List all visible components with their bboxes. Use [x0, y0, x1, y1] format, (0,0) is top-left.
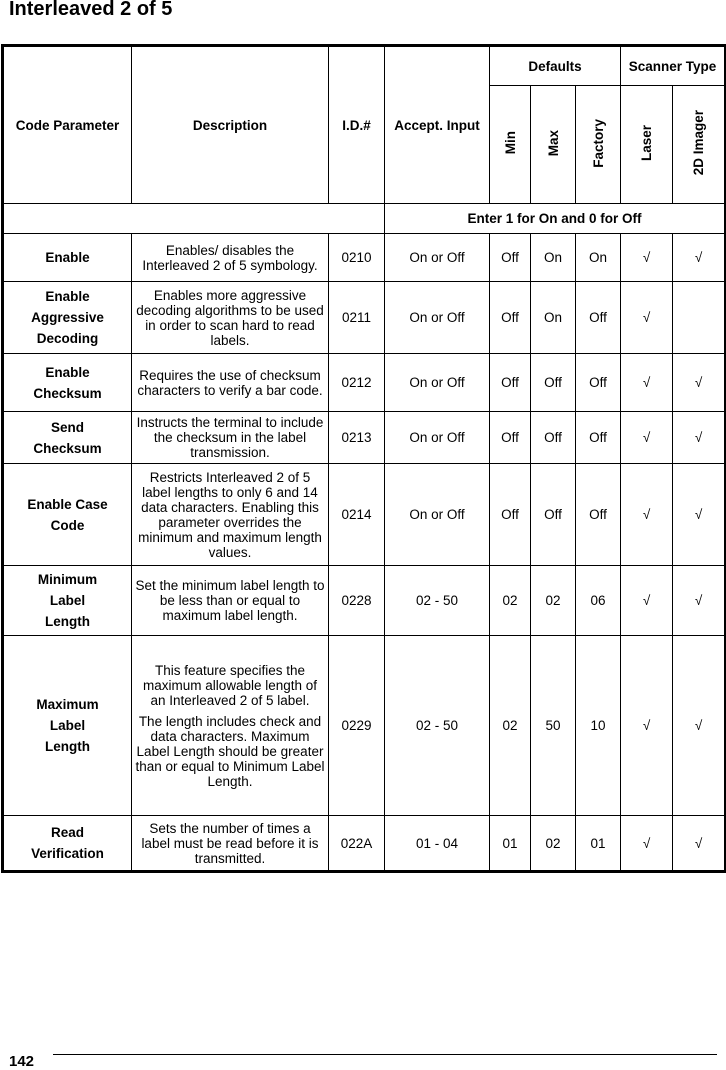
table-row	[3, 354, 726, 412]
id-cell: 0229	[329, 636, 385, 816]
laser-cell: √	[621, 354, 673, 412]
description-text: This feature specifies the maximum allowable length of an Interleaved 2 of 5 label.	[142, 662, 318, 708]
description-cell	[132, 464, 329, 566]
accept-cell: 02 - 50	[385, 566, 490, 636]
min-cell: Off	[490, 354, 531, 412]
header-defaults: Defaults	[490, 46, 621, 86]
id-cell: 0213	[329, 412, 385, 464]
min-cell: Off	[490, 282, 531, 354]
description-text: Sets the number of times a label must be read before it is transmitted.	[141, 820, 319, 866]
laser-cell: √	[621, 412, 673, 464]
code-parameter-cell: Read Verification	[3, 816, 132, 872]
note-enter-on-off: Enter 1 for On and 0 for Off	[385, 204, 726, 234]
code-parameter-cell: Enable	[3, 234, 132, 282]
min-cell: 02	[490, 566, 531, 636]
header-laser: Laser	[639, 124, 655, 162]
description-cell	[132, 412, 329, 464]
table-row	[3, 566, 726, 636]
laser-cell: √	[621, 816, 673, 872]
code-parameter-cell: Send Checksum	[3, 412, 132, 464]
header-max: Max	[545, 129, 561, 157]
table-row	[3, 464, 726, 566]
max-cell: On	[531, 282, 576, 354]
table-row	[3, 636, 726, 816]
description-text: Enables/ disables the Interleaved 2 of 5 symbology.	[142, 242, 318, 273]
factory-cell: Off	[576, 412, 621, 464]
min-cell: 02	[490, 636, 531, 816]
page-title: Interleaved 2 of 5	[9, 0, 173, 20]
laser-cell: √	[621, 234, 673, 282]
min-cell: Off	[490, 464, 531, 566]
code-parameter-cell: Enable Case Code	[3, 464, 132, 566]
code-parameter-cell: Maximum Label Length	[3, 636, 132, 816]
max-cell: Off	[531, 354, 576, 412]
id-cell: 0210	[329, 234, 385, 282]
header-2d-imager: 2D Imager	[691, 110, 707, 176]
description-cell	[132, 234, 329, 282]
header-id: I.D.#	[329, 46, 385, 204]
accept-cell: 01 - 04	[385, 816, 490, 872]
id-cell: 0214	[329, 464, 385, 566]
header-scanner-type: Scanner Type	[621, 46, 726, 86]
code-parameter-cell: Minimum Label Length	[3, 566, 132, 636]
max-cell: On	[531, 234, 576, 282]
description-cell	[132, 566, 329, 636]
laser-cell: √	[621, 464, 673, 566]
header-code-parameter: Code Parameter	[3, 46, 132, 204]
footer-rule	[53, 1054, 717, 1055]
laser-cell: √	[621, 566, 673, 636]
imager-cell: √	[673, 464, 726, 566]
header-accept-input: Accept. Input	[385, 46, 490, 204]
accept-cell: On or Off	[385, 464, 490, 566]
accept-cell: On or Off	[385, 282, 490, 354]
table-row	[3, 282, 726, 354]
factory-cell: 01	[576, 816, 621, 872]
description-cell	[132, 282, 329, 354]
accept-cell: On or Off	[385, 234, 490, 282]
factory-cell: 10	[576, 636, 621, 816]
factory-cell: Off	[576, 282, 621, 354]
imager-cell: √	[673, 234, 726, 282]
header-min: Min	[502, 131, 518, 155]
note-blank	[3, 204, 385, 234]
imager-cell: √	[673, 412, 726, 464]
factory-cell: Off	[576, 464, 621, 566]
imager-cell: √	[673, 354, 726, 412]
min-cell: 01	[490, 816, 531, 872]
laser-cell: √	[621, 282, 673, 354]
id-cell: 0211	[329, 282, 385, 354]
max-cell: 02	[531, 566, 576, 636]
max-cell: 50	[531, 636, 576, 816]
description-text: The length includes check and data characters. Maximum Label Length should be greater than or equal to Minimum Label Length.	[135, 713, 325, 789]
table-row	[3, 234, 726, 282]
max-cell: Off	[531, 464, 576, 566]
table-row	[3, 816, 726, 872]
header-description: Description	[132, 46, 329, 204]
description-cell	[132, 816, 329, 872]
min-cell: Off	[490, 412, 531, 464]
factory-cell: 06	[576, 566, 621, 636]
laser-cell: √	[621, 636, 673, 816]
description-text: Enables more aggressive decoding algorithms to be used in order to scan hard to read labels.	[136, 287, 324, 348]
max-cell: 02	[531, 816, 576, 872]
factory-cell: Off	[576, 354, 621, 412]
description-text: Set the minimum label length to be less than or equal to maximum label length.	[135, 578, 325, 623]
parameter-table	[1, 44, 726, 873]
description-text: Restricts Interleaved 2 of 5 label lengths to only 6 and 14 data characters. Enabling this parameter overrides the minimum and maximum length values.	[138, 469, 322, 560]
accept-cell: On or Off	[385, 412, 490, 464]
min-cell: Off	[490, 234, 531, 282]
description-cell	[132, 354, 329, 412]
id-cell: 0212	[329, 354, 385, 412]
description-text: Requires the use of checksum characters to verify a bar code.	[137, 367, 323, 398]
table-row	[3, 412, 726, 464]
max-cell: Off	[531, 412, 576, 464]
description-cell	[132, 636, 329, 816]
code-parameter-cell: Enable Checksum	[3, 354, 132, 412]
accept-cell: 02 - 50	[385, 636, 490, 816]
description-text: Instructs the terminal to include the checksum in the label transmission.	[136, 415, 324, 460]
imager-cell: √	[673, 566, 726, 636]
accept-cell: On or Off	[385, 354, 490, 412]
id-cell: 022A	[329, 816, 385, 872]
imager-cell	[673, 282, 726, 354]
id-cell: 0228	[329, 566, 385, 636]
factory-cell: On	[576, 234, 621, 282]
imager-cell: √	[673, 816, 726, 872]
header-factory: Factory	[590, 118, 606, 168]
imager-cell: √	[673, 636, 726, 816]
code-parameter-cell: Enable Aggressive Decoding	[3, 282, 132, 354]
page-number: 142	[9, 1053, 35, 1070]
